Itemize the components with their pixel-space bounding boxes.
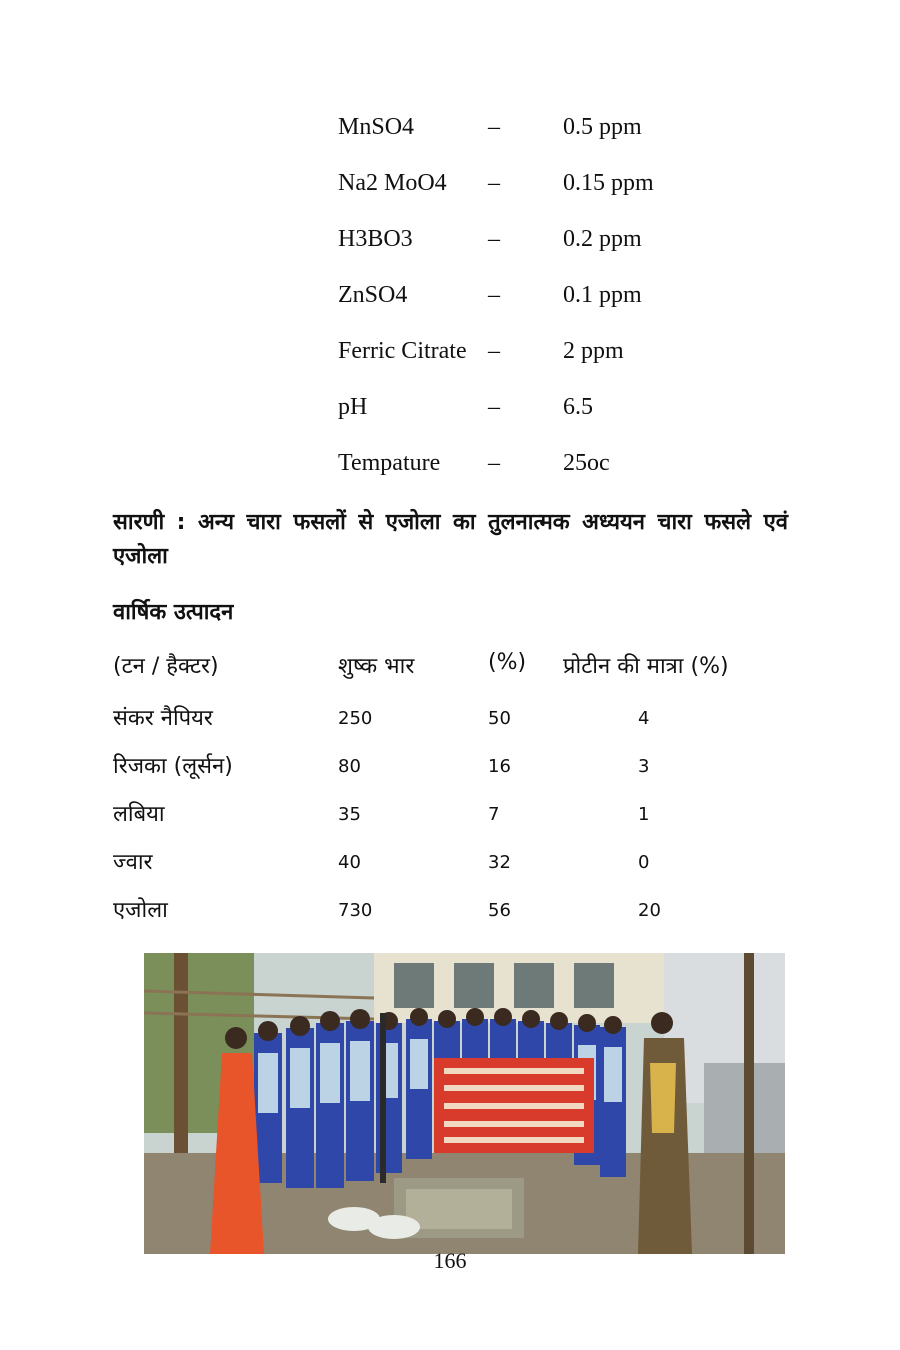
section-subheading: वार्षिक उत्पादन (113, 600, 234, 625)
nutrient-value: 0.5 ppm (563, 114, 642, 140)
nutrient-dash: – (488, 394, 500, 420)
nutrient-name: pH (338, 394, 368, 420)
table-row (113, 894, 793, 942)
nutrient-dash: – (488, 226, 500, 252)
nutrient-name: Na2 MoO4 (338, 170, 447, 196)
header-percent: (%) (488, 650, 527, 675)
nutrient-dash: – (488, 170, 500, 196)
cell-value: 40 (338, 852, 361, 873)
table-row (113, 798, 793, 846)
cell-value: 1 (638, 804, 650, 825)
nutrient-dash: – (488, 114, 500, 140)
nutrient-value: 2 ppm (563, 338, 624, 364)
nutrient-name: Ferric Citrate (338, 338, 467, 364)
nutrient-name: MnSO4 (338, 114, 415, 140)
cell-value: 730 (338, 900, 373, 921)
nutrient-value: 25oc (563, 450, 610, 476)
cell-value: 35 (338, 804, 361, 825)
cell-value: 7 (488, 804, 500, 825)
nutrient-dash: – (488, 338, 500, 364)
nutrient-value: 0.2 ppm (563, 226, 642, 252)
cell-value: 250 (338, 708, 373, 729)
nutrient-dash: – (488, 282, 500, 308)
cell-value: 0 (638, 852, 650, 873)
cell-value: 3 (638, 756, 650, 777)
cell-value: 56 (488, 900, 511, 921)
nutrient-value: 0.15 ppm (563, 170, 654, 196)
header-dry-weight: शुष्क भार (338, 654, 415, 679)
cell-value: 32 (488, 852, 511, 873)
table-header-row (113, 650, 793, 702)
nutrient-value: 0.1 ppm (563, 282, 642, 308)
group-photo-illustration (144, 953, 785, 1254)
cell-value: 20 (638, 900, 661, 921)
table-row (113, 846, 793, 894)
table-caption: सारणी : अन्य चारा फसलों से एजोला का तुलनात्मक अध्ययन चारा फसले एवं एजोला (113, 510, 788, 569)
page-number: 166 (433, 1248, 467, 1273)
nutrient-value: 6.5 (563, 394, 593, 420)
header-yield: (टन / हैक्टर) (113, 654, 219, 679)
crop-name: लबिया (113, 802, 165, 827)
table-row (113, 702, 793, 750)
header-protein: प्रोटीन की मात्रा (%) (563, 654, 729, 679)
comparison-table (113, 650, 793, 942)
nutrient-dash: – (488, 450, 500, 476)
nutrient-name: ZnSO4 (338, 282, 408, 308)
crop-name: रिजका (लूर्सन) (113, 754, 233, 779)
group-photo (144, 953, 785, 1254)
crop-name: ज्वार (113, 850, 153, 875)
cell-value: 16 (488, 756, 511, 777)
cell-value: 4 (638, 708, 650, 729)
table-row (113, 750, 793, 798)
cell-value: 50 (488, 708, 511, 729)
crop-name: संकर नैपियर (113, 706, 213, 731)
nutrient-name: H3BO3 (338, 226, 413, 252)
cell-value: 80 (338, 756, 361, 777)
crop-name: एजोला (113, 898, 168, 923)
nutrient-name: Tempature (338, 450, 441, 476)
